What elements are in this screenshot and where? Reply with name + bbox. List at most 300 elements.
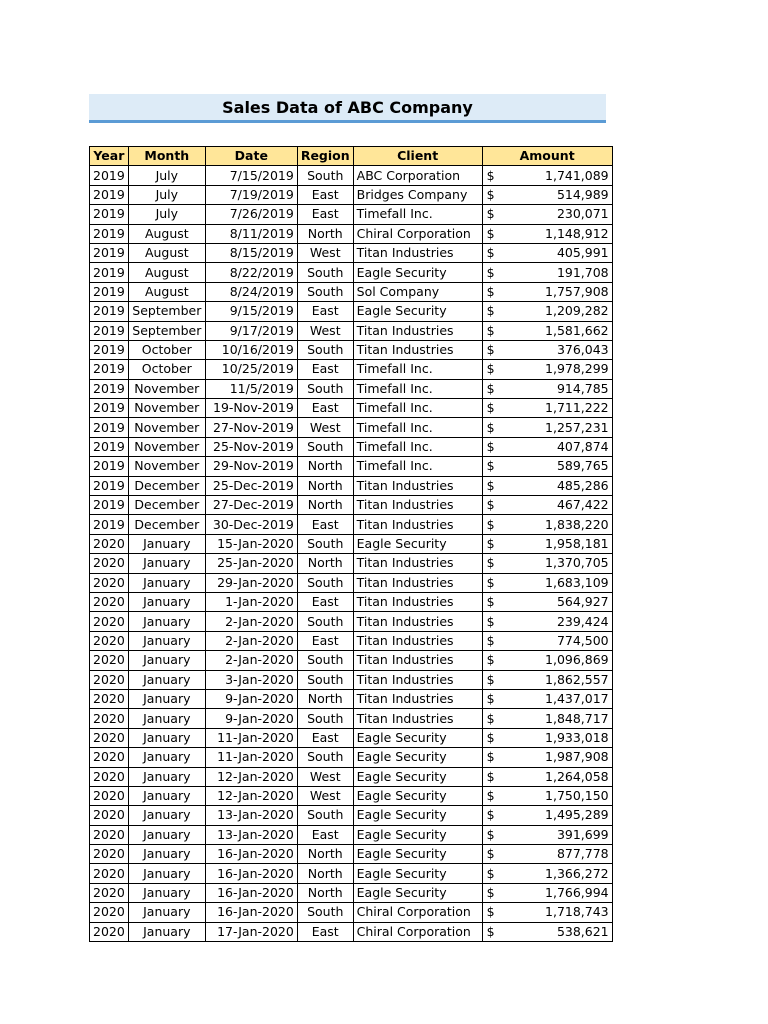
cell-region[interactable]: South xyxy=(297,573,353,592)
cell-region[interactable]: South xyxy=(297,340,353,359)
table-row xyxy=(90,922,613,941)
cell-client[interactable]: Eagle Security xyxy=(353,845,482,864)
cell-amount[interactable] xyxy=(482,748,612,767)
cell-region[interactable]: North xyxy=(297,496,353,515)
cell-month[interactable]: November xyxy=(128,437,205,456)
cell-date[interactable]: 25-Dec-2019 xyxy=(205,476,297,495)
cell-date[interactable]: 9-Jan-2020 xyxy=(205,689,297,708)
cell-year[interactable]: 2019 xyxy=(90,282,129,301)
table-row xyxy=(90,883,613,902)
cell-client[interactable]: Timefall Inc. xyxy=(353,379,482,398)
amount-value: 538,621 xyxy=(556,923,609,939)
cell-amount[interactable] xyxy=(482,302,612,321)
cell-year[interactable]: 2019 xyxy=(90,243,129,262)
cell-client[interactable]: Chiral Corporation xyxy=(353,903,482,922)
cell-date[interactable]: 7/15/2019 xyxy=(205,166,297,185)
cell-client[interactable]: Eagle Security xyxy=(353,263,482,282)
cell-region[interactable]: North xyxy=(297,224,353,243)
cell-year[interactable]: 2020 xyxy=(90,845,129,864)
cell-year[interactable]: 2019 xyxy=(90,437,129,456)
cell-client[interactable]: Eagle Security xyxy=(353,302,482,321)
cell-year[interactable]: 2020 xyxy=(90,573,129,592)
cell-date[interactable]: 13-Jan-2020 xyxy=(205,806,297,825)
table-row xyxy=(90,476,613,495)
cell-month[interactable]: January xyxy=(128,786,205,805)
cell-client[interactable]: Titan Industries xyxy=(353,651,482,670)
cell-year[interactable]: 2019 xyxy=(90,496,129,515)
cell-date[interactable]: 8/11/2019 xyxy=(205,224,297,243)
cell-date[interactable]: 1-Jan-2020 xyxy=(205,592,297,611)
currency-symbol: $ xyxy=(486,904,495,920)
cell-date[interactable]: 8/15/2019 xyxy=(205,243,297,262)
table-row xyxy=(90,709,613,728)
cell-region[interactable]: West xyxy=(297,786,353,805)
cell-client[interactable]: Titan Industries xyxy=(353,631,482,650)
cell-date[interactable]: 8/22/2019 xyxy=(205,263,297,282)
cell-amount[interactable] xyxy=(482,496,612,515)
cell-month[interactable]: August xyxy=(128,263,205,282)
cell-amount[interactable] xyxy=(482,321,612,340)
cell-year[interactable]: 2020 xyxy=(90,903,129,922)
cell-year[interactable]: 2019 xyxy=(90,263,129,282)
cell-month[interactable]: July xyxy=(128,166,205,185)
cell-date[interactable]: 16-Jan-2020 xyxy=(205,845,297,864)
header-client[interactable]: Client xyxy=(353,147,482,166)
cell-date[interactable]: 8/24/2019 xyxy=(205,282,297,301)
cell-region[interactable]: South xyxy=(297,282,353,301)
cell-date[interactable]: 9/15/2019 xyxy=(205,302,297,321)
cell-year[interactable]: 2019 xyxy=(90,360,129,379)
amount-value: 1,366,272 xyxy=(545,865,609,881)
cell-region[interactable]: West xyxy=(297,418,353,437)
cell-month[interactable]: January xyxy=(128,592,205,611)
cell-year[interactable]: 2019 xyxy=(90,515,129,534)
cell-year[interactable]: 2020 xyxy=(90,534,129,553)
cell-region[interactable]: East xyxy=(297,631,353,650)
cell-client[interactable]: ABC Corporation xyxy=(353,166,482,185)
cell-month[interactable]: January xyxy=(128,534,205,553)
cell-date[interactable]: 2-Jan-2020 xyxy=(205,651,297,670)
cell-client[interactable]: Eagle Security xyxy=(353,767,482,786)
cell-region[interactable]: East xyxy=(297,515,353,534)
cell-amount[interactable] xyxy=(482,651,612,670)
table-row xyxy=(90,185,613,204)
cell-amount[interactable] xyxy=(482,399,612,418)
cell-month[interactable]: January xyxy=(128,573,205,592)
cell-date[interactable]: 29-Jan-2020 xyxy=(205,573,297,592)
cell-month[interactable]: January xyxy=(128,903,205,922)
cell-client[interactable]: Titan Industries xyxy=(353,340,482,359)
amount-value: 1,718,743 xyxy=(545,904,609,920)
amount-value: 239,424 xyxy=(556,613,609,629)
cell-client[interactable]: Eagle Security xyxy=(353,864,482,883)
currency-symbol: $ xyxy=(486,788,495,804)
amount-value: 1,581,662 xyxy=(545,322,609,338)
cell-region[interactable]: North xyxy=(297,457,353,476)
cell-region[interactable]: South xyxy=(297,166,353,185)
cell-month[interactable]: January xyxy=(128,864,205,883)
header-date[interactable]: Date xyxy=(205,147,297,166)
cell-month[interactable]: July xyxy=(128,205,205,224)
cell-month[interactable]: January xyxy=(128,748,205,767)
cell-client[interactable]: Eagle Security xyxy=(353,883,482,902)
cell-month[interactable]: October xyxy=(128,340,205,359)
cell-date[interactable]: 3-Jan-2020 xyxy=(205,670,297,689)
cell-year[interactable]: 2020 xyxy=(90,709,129,728)
cell-date[interactable]: 9-Jan-2020 xyxy=(205,709,297,728)
amount-value: 1,683,109 xyxy=(545,574,609,590)
cell-year[interactable]: 2019 xyxy=(90,205,129,224)
amount-value: 191,708 xyxy=(556,264,609,280)
currency-symbol: $ xyxy=(486,574,495,590)
cell-month[interactable]: January xyxy=(128,651,205,670)
cell-date[interactable]: 11-Jan-2020 xyxy=(205,728,297,747)
cell-month[interactable]: August xyxy=(128,224,205,243)
cell-year[interactable]: 2020 xyxy=(90,806,129,825)
cell-region[interactable]: South xyxy=(297,709,353,728)
cell-region[interactable]: East xyxy=(297,592,353,611)
table-row xyxy=(90,903,613,922)
currency-symbol: $ xyxy=(486,671,495,687)
cell-client[interactable]: Eagle Security xyxy=(353,825,482,844)
cell-date[interactable]: 2-Jan-2020 xyxy=(205,612,297,631)
cell-region[interactable]: South xyxy=(297,806,353,825)
cell-date[interactable]: 9/17/2019 xyxy=(205,321,297,340)
currency-symbol: $ xyxy=(486,516,495,532)
cell-amount[interactable] xyxy=(482,379,612,398)
cell-amount[interactable] xyxy=(482,515,612,534)
cell-client[interactable]: Titan Industries xyxy=(353,709,482,728)
table-row xyxy=(90,399,613,418)
cell-year[interactable]: 2020 xyxy=(90,883,129,902)
cell-region[interactable]: South xyxy=(297,612,353,631)
cell-month[interactable]: January xyxy=(128,631,205,650)
amount-value: 1,766,994 xyxy=(545,885,609,901)
cell-amount[interactable] xyxy=(482,282,612,301)
cell-date[interactable]: 13-Jan-2020 xyxy=(205,825,297,844)
cell-date[interactable]: 25-Jan-2020 xyxy=(205,554,297,573)
cell-year[interactable]: 2019 xyxy=(90,166,129,185)
cell-year[interactable]: 2019 xyxy=(90,379,129,398)
currency-symbol: $ xyxy=(486,846,495,862)
currency-symbol: $ xyxy=(486,303,495,319)
table-row xyxy=(90,651,613,670)
currency-symbol: $ xyxy=(486,342,495,358)
cell-month[interactable]: August xyxy=(128,282,205,301)
cell-month[interactable]: January xyxy=(128,767,205,786)
cell-region[interactable]: East xyxy=(297,922,353,941)
cell-amount[interactable] xyxy=(482,709,612,728)
cell-date[interactable]: 12-Jan-2020 xyxy=(205,767,297,786)
cell-year[interactable]: 2020 xyxy=(90,767,129,786)
cell-month[interactable]: January xyxy=(128,806,205,825)
table-row xyxy=(90,573,613,592)
currency-symbol: $ xyxy=(486,497,495,513)
cell-amount[interactable] xyxy=(482,534,612,553)
table-row xyxy=(90,864,613,883)
cell-month[interactable]: November xyxy=(128,418,205,437)
cell-amount[interactable] xyxy=(482,166,612,185)
cell-amount[interactable] xyxy=(482,845,612,864)
table-row xyxy=(90,554,613,573)
cell-client[interactable]: Sol Company xyxy=(353,282,482,301)
cell-client[interactable]: Titan Industries xyxy=(353,573,482,592)
cell-year[interactable]: 2019 xyxy=(90,321,129,340)
cell-amount[interactable] xyxy=(482,554,612,573)
cell-date[interactable]: 11/5/2019 xyxy=(205,379,297,398)
cell-client[interactable]: Timefall Inc. xyxy=(353,457,482,476)
cell-region[interactable]: South xyxy=(297,651,353,670)
cell-date[interactable]: 27-Nov-2019 xyxy=(205,418,297,437)
cell-month[interactable]: November xyxy=(128,457,205,476)
cell-year[interactable]: 2020 xyxy=(90,922,129,941)
cell-region[interactable]: West xyxy=(297,321,353,340)
cell-year[interactable]: 2019 xyxy=(90,457,129,476)
cell-date[interactable]: 16-Jan-2020 xyxy=(205,883,297,902)
cell-client[interactable]: Eagle Security xyxy=(353,806,482,825)
cell-amount[interactable] xyxy=(482,631,612,650)
cell-date[interactable]: 15-Jan-2020 xyxy=(205,534,297,553)
cell-client[interactable]: Titan Industries xyxy=(353,476,482,495)
cell-month[interactable]: January xyxy=(128,554,205,573)
cell-client[interactable]: Titan Industries xyxy=(353,592,482,611)
cell-region[interactable]: South xyxy=(297,379,353,398)
cell-amount[interactable] xyxy=(482,340,612,359)
cell-client[interactable]: Eagle Security xyxy=(353,786,482,805)
cell-amount[interactable] xyxy=(482,205,612,224)
cell-year[interactable]: 2019 xyxy=(90,224,129,243)
cell-year[interactable]: 2019 xyxy=(90,302,129,321)
cell-month[interactable]: January xyxy=(128,922,205,941)
cell-year[interactable]: 2020 xyxy=(90,670,129,689)
cell-month[interactable]: January xyxy=(128,728,205,747)
cell-amount[interactable] xyxy=(482,592,612,611)
cell-year[interactable]: 2020 xyxy=(90,786,129,805)
cell-month[interactable]: January xyxy=(128,689,205,708)
cell-year[interactable]: 2020 xyxy=(90,728,129,747)
cell-client[interactable]: Eagle Security xyxy=(353,534,482,553)
cell-client[interactable]: Eagle Security xyxy=(353,728,482,747)
cell-amount[interactable] xyxy=(482,437,612,456)
cell-amount[interactable] xyxy=(482,224,612,243)
cell-year[interactable]: 2020 xyxy=(90,864,129,883)
cell-client[interactable]: Chiral Corporation xyxy=(353,224,482,243)
amount-value: 1,987,908 xyxy=(545,749,609,765)
currency-symbol: $ xyxy=(486,400,495,416)
cell-region[interactable]: South xyxy=(297,263,353,282)
cell-date[interactable]: 16-Jan-2020 xyxy=(205,864,297,883)
cell-date[interactable]: 11-Jan-2020 xyxy=(205,748,297,767)
amount-value: 1,741,089 xyxy=(545,167,609,183)
cell-client[interactable]: Eagle Security xyxy=(353,748,482,767)
cell-amount[interactable] xyxy=(482,476,612,495)
currency-symbol: $ xyxy=(486,885,495,901)
cell-amount[interactable] xyxy=(482,864,612,883)
cell-region[interactable]: West xyxy=(297,243,353,262)
cell-month[interactable]: December xyxy=(128,515,205,534)
cell-region[interactable]: East xyxy=(297,399,353,418)
currency-symbol: $ xyxy=(486,536,495,551)
cell-month[interactable]: December xyxy=(128,476,205,495)
cell-amount[interactable] xyxy=(482,825,612,844)
cell-date[interactable]: 16-Jan-2020 xyxy=(205,903,297,922)
table-header xyxy=(90,147,613,166)
cell-year[interactable]: 2019 xyxy=(90,399,129,418)
cell-month[interactable]: November xyxy=(128,379,205,398)
currency-symbol: $ xyxy=(486,729,495,745)
cell-amount[interactable] xyxy=(482,689,612,708)
table-row xyxy=(90,340,613,359)
currency-symbol: $ xyxy=(486,419,495,435)
cell-date[interactable]: 2-Jan-2020 xyxy=(205,631,297,650)
cell-year[interactable]: 2020 xyxy=(90,631,129,650)
amount-value: 1,264,058 xyxy=(545,768,609,784)
cell-month[interactable]: August xyxy=(128,243,205,262)
cell-region[interactable]: North xyxy=(297,883,353,902)
cell-client[interactable]: Timefall Inc. xyxy=(353,360,482,379)
cell-client[interactable]: Timefall Inc. xyxy=(353,205,482,224)
amount-value: 564,927 xyxy=(556,594,609,610)
cell-amount[interactable] xyxy=(482,360,612,379)
cell-client[interactable]: Titan Industries xyxy=(353,670,482,689)
header-year[interactable]: Year xyxy=(90,147,129,166)
cell-year[interactable]: 2020 xyxy=(90,748,129,767)
cell-year[interactable]: 2020 xyxy=(90,592,129,611)
cell-amount[interactable] xyxy=(482,573,612,592)
cell-amount[interactable] xyxy=(482,612,612,631)
table-row xyxy=(90,806,613,825)
amount-value: 1,862,557 xyxy=(545,671,609,687)
cell-amount[interactable] xyxy=(482,243,612,262)
cell-amount[interactable] xyxy=(482,418,612,437)
cell-date[interactable]: 19-Nov-2019 xyxy=(205,399,297,418)
cell-client[interactable]: Titan Industries xyxy=(353,554,482,573)
cell-month[interactable]: September xyxy=(128,302,205,321)
cell-month[interactable]: October xyxy=(128,360,205,379)
cell-month[interactable]: January xyxy=(128,709,205,728)
cell-month[interactable]: January xyxy=(128,612,205,631)
currency-symbol: $ xyxy=(486,807,495,823)
currency-symbol: $ xyxy=(486,826,495,842)
cell-region[interactable]: South xyxy=(297,670,353,689)
cell-date[interactable]: 12-Jan-2020 xyxy=(205,786,297,805)
cell-month[interactable]: November xyxy=(128,399,205,418)
cell-year[interactable]: 2019 xyxy=(90,476,129,495)
header-month[interactable]: Month xyxy=(128,147,205,166)
cell-date[interactable]: 10/16/2019 xyxy=(205,340,297,359)
amount-value: 1,711,222 xyxy=(545,400,609,416)
cell-amount[interactable] xyxy=(482,903,612,922)
cell-month[interactable]: January xyxy=(128,825,205,844)
cell-region[interactable]: North xyxy=(297,476,353,495)
cell-client[interactable]: Titan Industries xyxy=(353,515,482,534)
cell-region[interactable]: North xyxy=(297,845,353,864)
cell-region[interactable]: South xyxy=(297,903,353,922)
cell-year[interactable]: 2019 xyxy=(90,340,129,359)
cell-client[interactable]: Titan Industries xyxy=(353,243,482,262)
cell-year[interactable]: 2020 xyxy=(90,612,129,631)
cell-date[interactable]: 25-Nov-2019 xyxy=(205,437,297,456)
currency-symbol: $ xyxy=(486,749,495,765)
cell-year[interactable]: 2019 xyxy=(90,418,129,437)
cell-amount[interactable] xyxy=(482,670,612,689)
cell-region[interactable]: North xyxy=(297,554,353,573)
cell-region[interactable]: East xyxy=(297,825,353,844)
cell-region[interactable]: East xyxy=(297,360,353,379)
cell-year[interactable]: 2020 xyxy=(90,651,129,670)
cell-month[interactable]: July xyxy=(128,185,205,204)
cell-client[interactable]: Chiral Corporation xyxy=(353,922,482,941)
cell-month[interactable]: December xyxy=(128,496,205,515)
amount-value: 914,785 xyxy=(556,380,609,396)
cell-client[interactable]: Timefall Inc. xyxy=(353,399,482,418)
cell-month[interactable]: January xyxy=(128,883,205,902)
table-row xyxy=(90,767,613,786)
cell-month[interactable]: January xyxy=(128,670,205,689)
cell-date[interactable]: 29-Nov-2019 xyxy=(205,457,297,476)
cell-date[interactable]: 7/19/2019 xyxy=(205,185,297,204)
cell-date[interactable]: 30-Dec-2019 xyxy=(205,515,297,534)
cell-region[interactable]: North xyxy=(297,864,353,883)
cell-year[interactable]: 2020 xyxy=(90,689,129,708)
cell-date[interactable]: 7/26/2019 xyxy=(205,205,297,224)
cell-client[interactable]: Titan Industries xyxy=(353,612,482,631)
cell-region[interactable]: East xyxy=(297,185,353,204)
cell-client[interactable]: Titan Industries xyxy=(353,689,482,708)
cell-month[interactable]: September xyxy=(128,321,205,340)
cell-year[interactable]: 2020 xyxy=(90,554,129,573)
table-row xyxy=(90,457,613,476)
cell-amount[interactable] xyxy=(482,883,612,902)
cell-amount[interactable] xyxy=(482,185,612,204)
cell-month[interactable]: January xyxy=(128,845,205,864)
cell-date[interactable]: 10/25/2019 xyxy=(205,360,297,379)
cell-date[interactable]: 27-Dec-2019 xyxy=(205,496,297,515)
cell-region[interactable]: North xyxy=(297,689,353,708)
cell-amount[interactable] xyxy=(482,767,612,786)
cell-amount[interactable] xyxy=(482,806,612,825)
cell-region[interactable]: East xyxy=(297,205,353,224)
cell-region[interactable]: South xyxy=(297,534,353,553)
cell-client[interactable]: Timefall Inc. xyxy=(353,418,482,437)
cell-year[interactable]: 2020 xyxy=(90,825,129,844)
cell-region[interactable]: South xyxy=(297,748,353,767)
currency-symbol: $ xyxy=(486,225,495,241)
cell-client[interactable]: Titan Industries xyxy=(353,496,482,515)
amount-value: 376,043 xyxy=(556,342,609,358)
header-region[interactable]: Region xyxy=(297,147,353,166)
cell-region[interactable]: South xyxy=(297,437,353,456)
cell-region[interactable]: East xyxy=(297,728,353,747)
cell-date[interactable]: 17-Jan-2020 xyxy=(205,922,297,941)
cell-region[interactable]: East xyxy=(297,302,353,321)
cell-amount[interactable] xyxy=(482,728,612,747)
currency-symbol: $ xyxy=(486,380,495,396)
cell-amount[interactable] xyxy=(482,786,612,805)
cell-client[interactable]: Timefall Inc. xyxy=(353,437,482,456)
header-amount[interactable]: Amount xyxy=(482,147,612,166)
cell-client[interactable]: Bridges Company xyxy=(353,185,482,204)
cell-amount[interactable] xyxy=(482,922,612,941)
amount-value: 467,422 xyxy=(556,497,609,513)
cell-amount[interactable] xyxy=(482,263,612,282)
table-row xyxy=(90,631,613,650)
cell-client[interactable]: Titan Industries xyxy=(353,321,482,340)
cell-amount[interactable] xyxy=(482,457,612,476)
cell-year[interactable]: 2019 xyxy=(90,185,129,204)
cell-region[interactable]: West xyxy=(297,767,353,786)
currency-symbol: $ xyxy=(486,458,495,474)
